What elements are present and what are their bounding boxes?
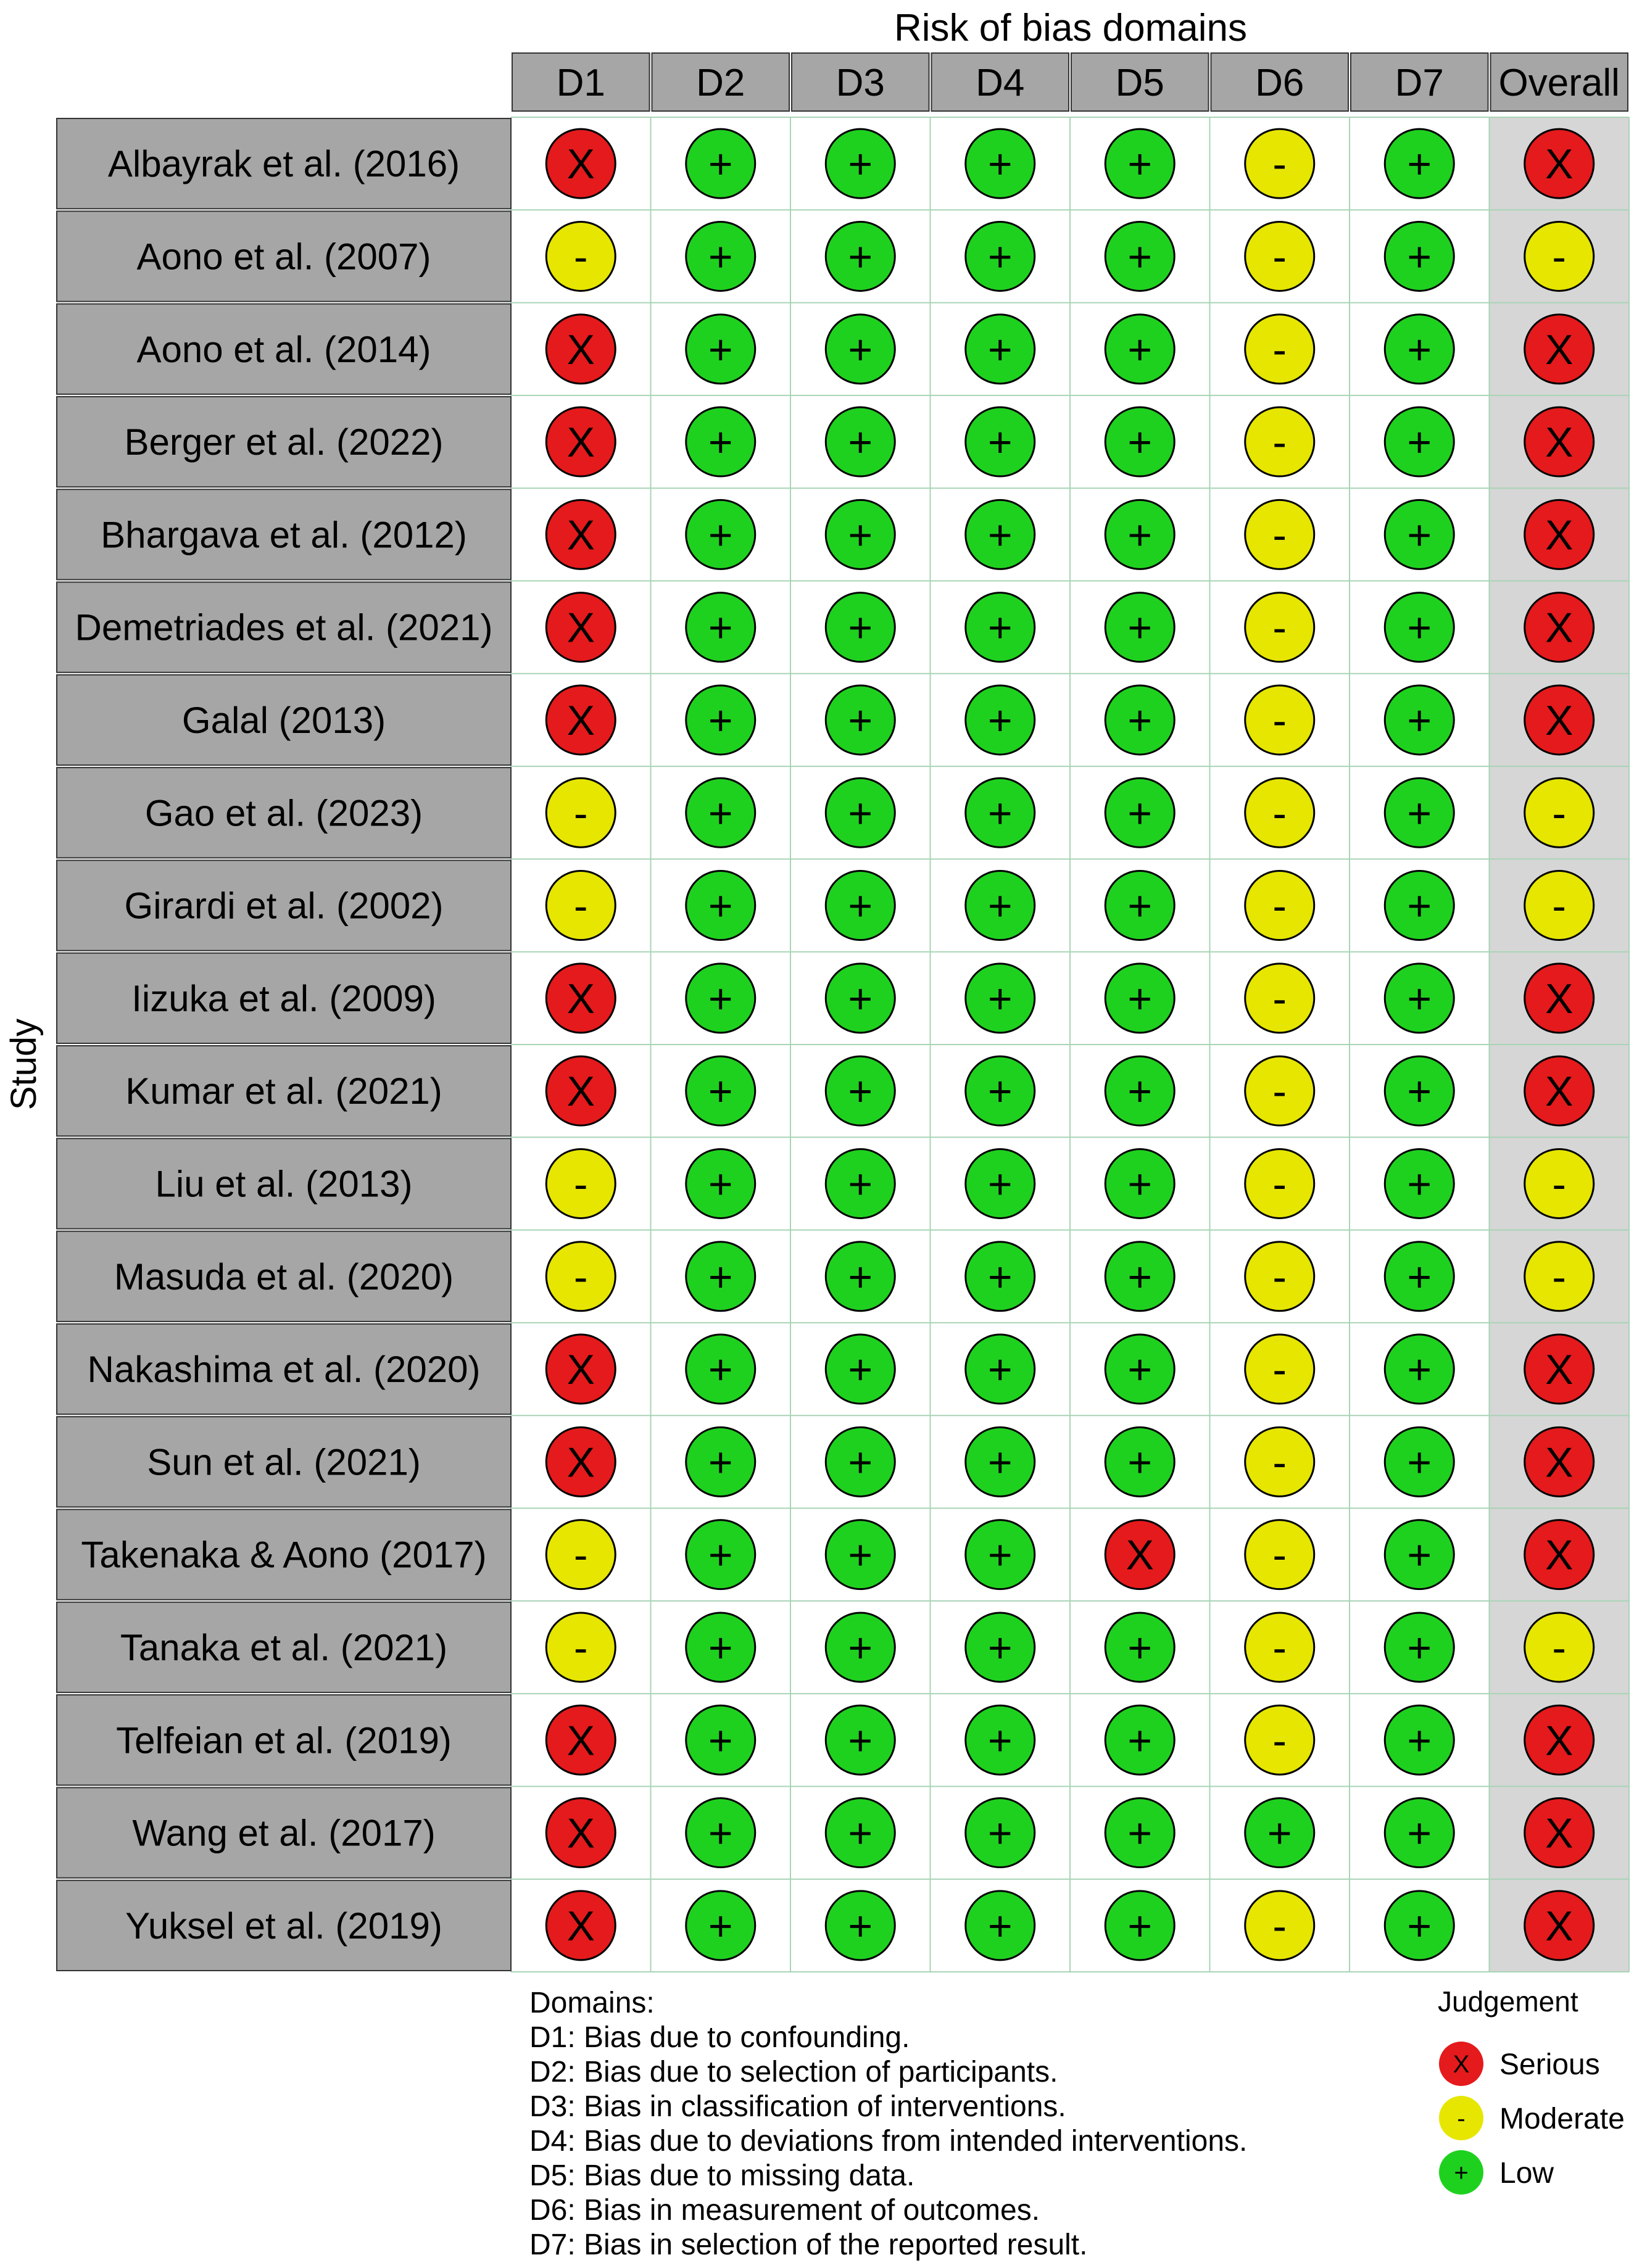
judgement-symbol: + bbox=[1407, 697, 1432, 744]
judgement-symbol: + bbox=[708, 1439, 733, 1486]
judgement-symbol: + bbox=[1127, 1439, 1153, 1486]
study-label: Telfeian et al. (2019) bbox=[116, 1720, 452, 1761]
judgement-symbol: + bbox=[987, 790, 1013, 837]
judgement-symbol: + bbox=[1407, 326, 1432, 373]
judgement-symbol: + bbox=[848, 1161, 873, 1208]
judgement-symbol: X bbox=[1545, 326, 1574, 373]
judgement-symbol: - bbox=[573, 1624, 588, 1671]
judgement-symbol: + bbox=[848, 1717, 873, 1765]
judgement-symbol: + bbox=[1407, 1717, 1432, 1765]
judgement-symbol: + bbox=[848, 604, 873, 652]
judgement-symbol: + bbox=[1127, 1810, 1153, 1857]
judgement-symbol: + bbox=[708, 419, 733, 466]
domain-header-label-d3: D3 bbox=[836, 62, 885, 104]
judgement-symbol: - bbox=[1272, 233, 1287, 281]
judgement-symbol: X bbox=[1545, 511, 1574, 559]
judgement-legend bbox=[1438, 1985, 1625, 2195]
study-label: Sun et al. (2021) bbox=[147, 1441, 421, 1483]
judgement-symbol: + bbox=[1127, 604, 1153, 652]
judgement-symbol: + bbox=[987, 419, 1013, 466]
judgement-symbol: + bbox=[708, 975, 733, 1022]
judgement-symbol: - bbox=[1272, 1439, 1287, 1486]
judgement-symbol: X bbox=[566, 1346, 595, 1394]
judgement-symbol: X bbox=[1545, 697, 1574, 744]
domain-definition: D3: Bias in classification of interventions. bbox=[529, 2090, 1066, 2123]
judgement-symbol: X bbox=[1126, 1531, 1154, 1579]
judgement-symbol: + bbox=[1127, 233, 1153, 281]
judgement-symbol: + bbox=[848, 419, 873, 466]
judgement-symbol: - bbox=[1272, 790, 1287, 837]
study-label: Yuksel et al. (2019) bbox=[125, 1905, 442, 1947]
judgement-symbol: - bbox=[1272, 697, 1287, 744]
study-label: Aono et al. (2014) bbox=[136, 328, 431, 370]
judgement-symbol: + bbox=[1407, 975, 1432, 1022]
judgement-symbol: + bbox=[987, 1253, 1013, 1301]
domain-definition: D7: Bias in selection of the reported result. bbox=[529, 2229, 1088, 2261]
judgement-symbol: + bbox=[1407, 511, 1432, 559]
judgement-symbol: X bbox=[1545, 141, 1574, 188]
judgement-symbol: + bbox=[1267, 1810, 1292, 1857]
judgement-symbol: X bbox=[566, 1902, 595, 1950]
legend-symbol: - bbox=[1457, 2105, 1466, 2132]
judgement-symbol: + bbox=[848, 882, 873, 930]
judgement-symbol: - bbox=[1272, 1068, 1287, 1115]
judgement-symbol: - bbox=[573, 882, 588, 930]
study-label: Tanaka et al. (2021) bbox=[120, 1626, 448, 1668]
judgement-symbol: - bbox=[1272, 1161, 1287, 1208]
study-label: Demetriades et al. (2021) bbox=[75, 606, 493, 648]
domains-heading: Domains: bbox=[529, 1987, 655, 2019]
judgement-symbol: + bbox=[1127, 1717, 1153, 1765]
judgement-symbol: + bbox=[1407, 1902, 1432, 1950]
judgement-symbol: + bbox=[1407, 1161, 1432, 1208]
judgement-symbol: + bbox=[708, 326, 733, 373]
domain-header-label-d7: D7 bbox=[1395, 62, 1444, 104]
judgement-symbol: + bbox=[708, 1717, 733, 1765]
y-axis-label: Study bbox=[4, 1018, 44, 1111]
judgement-symbol: X bbox=[566, 141, 595, 188]
judgement-symbol: + bbox=[708, 1161, 733, 1208]
judgement-symbol: + bbox=[848, 1253, 873, 1301]
judgement-symbol: + bbox=[987, 1346, 1013, 1394]
judgement-symbol: - bbox=[1272, 604, 1287, 652]
judgement-symbol: + bbox=[1407, 604, 1432, 652]
study-label: Liu et al. (2013) bbox=[155, 1163, 413, 1205]
judgement-symbol: X bbox=[566, 697, 595, 744]
judgement-symbol: - bbox=[1552, 790, 1567, 837]
judgement-symbol: + bbox=[708, 1068, 733, 1115]
study-label: Nakashima et al. (2020) bbox=[87, 1349, 481, 1391]
judgement-symbol: + bbox=[1407, 1253, 1432, 1301]
judgement-symbol: + bbox=[1407, 1439, 1432, 1486]
judgement-symbol: + bbox=[987, 1624, 1013, 1671]
judgement-symbol: + bbox=[708, 1531, 733, 1579]
judgement-symbol: + bbox=[1407, 1624, 1432, 1671]
judgement-symbol: - bbox=[1272, 1717, 1287, 1765]
judgement-symbol: X bbox=[566, 1810, 595, 1857]
judgement-symbol: + bbox=[708, 141, 733, 188]
judgement-symbol: + bbox=[987, 326, 1013, 373]
judgement-symbol: + bbox=[1127, 511, 1153, 559]
judgement-symbol: + bbox=[987, 1902, 1013, 1950]
judgement-symbol: + bbox=[848, 326, 873, 373]
judgement-symbol: X bbox=[1545, 1068, 1574, 1115]
judgement-symbol: - bbox=[1272, 1346, 1287, 1394]
judgement-symbol: + bbox=[848, 1624, 873, 1671]
judgement-symbol: + bbox=[708, 1810, 733, 1857]
judgement-symbol: + bbox=[848, 141, 873, 188]
judgement-symbol: X bbox=[1545, 1439, 1574, 1486]
study-label: Bhargava et al. (2012) bbox=[101, 514, 467, 556]
domain-header-row bbox=[512, 53, 1628, 111]
judgement-symbol: X bbox=[566, 419, 595, 466]
judgement-symbol: + bbox=[987, 882, 1013, 930]
judgement-symbol: - bbox=[1552, 233, 1567, 281]
judgement-symbol: - bbox=[1272, 882, 1287, 930]
judgement-symbol: X bbox=[566, 604, 595, 652]
study-label: Aono et al. (2007) bbox=[136, 236, 431, 278]
study-label: Galal (2013) bbox=[181, 699, 386, 741]
judgement-symbol: + bbox=[987, 141, 1013, 188]
judgement-symbol: + bbox=[1127, 1068, 1153, 1115]
study-label: Girardi et al. (2002) bbox=[124, 885, 444, 927]
judgement-symbol: + bbox=[987, 604, 1013, 652]
domain-header-label-overall: Overall bbox=[1498, 62, 1620, 104]
judgement-symbol: - bbox=[1272, 1531, 1287, 1579]
judgement-symbol: + bbox=[1127, 1346, 1153, 1394]
study-label: Iizuka et al. (2009) bbox=[131, 977, 436, 1019]
judgement-symbol: - bbox=[573, 790, 588, 837]
study-label: Gao et al. (2023) bbox=[144, 792, 423, 834]
judgement-symbol: X bbox=[1545, 1531, 1574, 1579]
judgement-symbol: + bbox=[708, 233, 733, 281]
judgement-symbol: X bbox=[1545, 604, 1574, 652]
judgement-symbol: + bbox=[848, 697, 873, 744]
judgement-symbol: + bbox=[1127, 975, 1153, 1022]
judgement-symbol: + bbox=[848, 1902, 873, 1950]
judgement-symbol: + bbox=[848, 1531, 873, 1579]
judgement-symbol: + bbox=[848, 511, 873, 559]
domain-header-label-d4: D4 bbox=[976, 62, 1025, 104]
judgement-symbol: + bbox=[987, 1717, 1013, 1765]
study-label: Takenaka & Aono (2017) bbox=[81, 1534, 487, 1576]
judgement-symbol: - bbox=[1272, 975, 1287, 1022]
judgement-symbol: + bbox=[987, 697, 1013, 744]
domain-header-label-d6: D6 bbox=[1255, 62, 1304, 104]
judgement-symbol: + bbox=[1127, 1161, 1153, 1208]
chart-title: Risk of bias domains bbox=[894, 7, 1248, 49]
judgement-symbol: X bbox=[566, 326, 595, 373]
judgement-symbol: + bbox=[848, 975, 873, 1022]
judgement-symbol: + bbox=[987, 233, 1013, 281]
domain-header-label-d5: D5 bbox=[1115, 62, 1164, 104]
domain-definition: D5: Bias due to missing data. bbox=[529, 2159, 915, 2192]
judgement-symbol: + bbox=[708, 604, 733, 652]
legend-symbol: X bbox=[1453, 2051, 1470, 2078]
judgement-symbol: - bbox=[573, 1161, 588, 1208]
legend-symbol: + bbox=[1454, 2159, 1469, 2187]
judgement-symbol: - bbox=[573, 233, 588, 281]
judgement-symbol: + bbox=[1407, 1810, 1432, 1857]
study-label: Masuda et al. (2020) bbox=[114, 1256, 454, 1297]
judgement-symbol: + bbox=[987, 511, 1013, 559]
judgement-symbol: + bbox=[1407, 790, 1432, 837]
judgement-symbol: + bbox=[1407, 233, 1432, 281]
judgement-symbol: - bbox=[1552, 882, 1567, 930]
domain-header-label-d2: D2 bbox=[696, 62, 745, 104]
judgement-symbol: + bbox=[708, 1624, 733, 1671]
judgement-symbol: + bbox=[1127, 141, 1153, 188]
judgement-symbol: + bbox=[848, 1346, 873, 1394]
study-label: Berger et al. (2022) bbox=[124, 421, 444, 463]
judgement-symbol: X bbox=[566, 1439, 595, 1486]
judgement-symbol: + bbox=[1127, 1253, 1153, 1301]
judgement-symbol: + bbox=[708, 1902, 733, 1950]
legend-label-serious: Serious bbox=[1499, 2048, 1600, 2081]
judgement-symbol: - bbox=[1272, 1624, 1287, 1671]
domain-definition: D1: Bias due to confounding. bbox=[529, 2021, 910, 2054]
judgement-symbol: + bbox=[987, 1531, 1013, 1579]
judgement-symbol: + bbox=[1407, 1346, 1432, 1394]
judgement-symbol: + bbox=[848, 1068, 873, 1115]
judgement-symbol: + bbox=[987, 1068, 1013, 1115]
judgement-symbol: + bbox=[708, 790, 733, 837]
judgement-symbol: + bbox=[708, 1346, 733, 1394]
study-label: Albayrak et al. (2016) bbox=[107, 143, 460, 185]
judgement-symbol: + bbox=[1127, 697, 1153, 744]
judgement-symbol: + bbox=[987, 1439, 1013, 1486]
judgement-symbol: + bbox=[1127, 1624, 1153, 1671]
judgement-symbol: - bbox=[1552, 1253, 1567, 1301]
judgement-symbol: + bbox=[708, 511, 733, 559]
judgement-symbol: + bbox=[1407, 882, 1432, 930]
judgement-symbol: + bbox=[1407, 1068, 1432, 1115]
study-label: Wang et al. (2017) bbox=[132, 1812, 436, 1854]
judgement-symbol: X bbox=[1545, 1717, 1574, 1765]
judgement-symbol: + bbox=[708, 1253, 733, 1301]
judgement-symbol: - bbox=[1272, 1253, 1287, 1301]
judgement-symbol: - bbox=[1272, 326, 1287, 373]
judgement-symbol: + bbox=[987, 1161, 1013, 1208]
judgement-symbol: - bbox=[573, 1531, 588, 1579]
judgement-symbol: - bbox=[573, 1253, 588, 1301]
judgement-symbol: - bbox=[1272, 1902, 1287, 1950]
domain-definition: D2: Bias due to selection of participants. bbox=[529, 2056, 1058, 2088]
study-label: Kumar et al. (2021) bbox=[125, 1070, 442, 1112]
judgement-symbol: - bbox=[1552, 1161, 1567, 1208]
legend-title: Judgement bbox=[1438, 1985, 1578, 2018]
judgement-symbol: + bbox=[1407, 141, 1432, 188]
judgement-symbol: + bbox=[848, 1439, 873, 1486]
judgement-symbol: X bbox=[1545, 1346, 1574, 1394]
judgement-symbol: + bbox=[1407, 419, 1432, 466]
judgement-symbol: - bbox=[1272, 419, 1287, 466]
judgement-symbol: + bbox=[708, 882, 733, 930]
domains-key bbox=[529, 1987, 1247, 2261]
judgement-symbol: X bbox=[566, 975, 595, 1022]
judgement-symbol: + bbox=[1127, 419, 1153, 466]
judgement-symbol: - bbox=[1552, 1624, 1567, 1671]
legend-label-moderate: Moderate bbox=[1499, 2103, 1625, 2135]
judgement-symbol: X bbox=[1545, 419, 1574, 466]
grid-layer bbox=[511, 117, 1629, 1972]
judgement-symbol: - bbox=[1272, 511, 1287, 559]
judgement-symbol: X bbox=[566, 1068, 595, 1115]
judgement-symbol: + bbox=[1127, 882, 1153, 930]
judgement-symbol: X bbox=[1545, 1810, 1574, 1857]
judgement-symbol: + bbox=[1127, 326, 1153, 373]
judgement-symbol: + bbox=[848, 233, 873, 281]
judgement-symbol: X bbox=[566, 1717, 595, 1765]
study-label-column bbox=[57, 118, 511, 1971]
judgement-symbol: + bbox=[1407, 1531, 1432, 1579]
judgement-symbol: + bbox=[848, 1810, 873, 1857]
domain-header-label-d1: D1 bbox=[556, 62, 605, 104]
judgement-symbol: + bbox=[1127, 1902, 1153, 1950]
legend-label-low: Low bbox=[1499, 2157, 1554, 2190]
domain-definition: D6: Bias in measurement of outcomes. bbox=[529, 2194, 1040, 2227]
judgement-symbol: + bbox=[1127, 790, 1153, 837]
judgement-symbol: X bbox=[1545, 975, 1574, 1022]
judgement-symbol: X bbox=[566, 511, 595, 559]
judgement-symbol: + bbox=[848, 790, 873, 837]
judgement-symbol: + bbox=[708, 697, 733, 744]
domain-definition: D4: Bias due to deviations from intended interventions. bbox=[529, 2125, 1248, 2158]
judgement-symbol: X bbox=[1545, 1902, 1574, 1950]
judgement-symbol: - bbox=[1272, 141, 1287, 188]
judgement-symbol: + bbox=[987, 975, 1013, 1022]
judgement-symbol: + bbox=[987, 1810, 1013, 1857]
